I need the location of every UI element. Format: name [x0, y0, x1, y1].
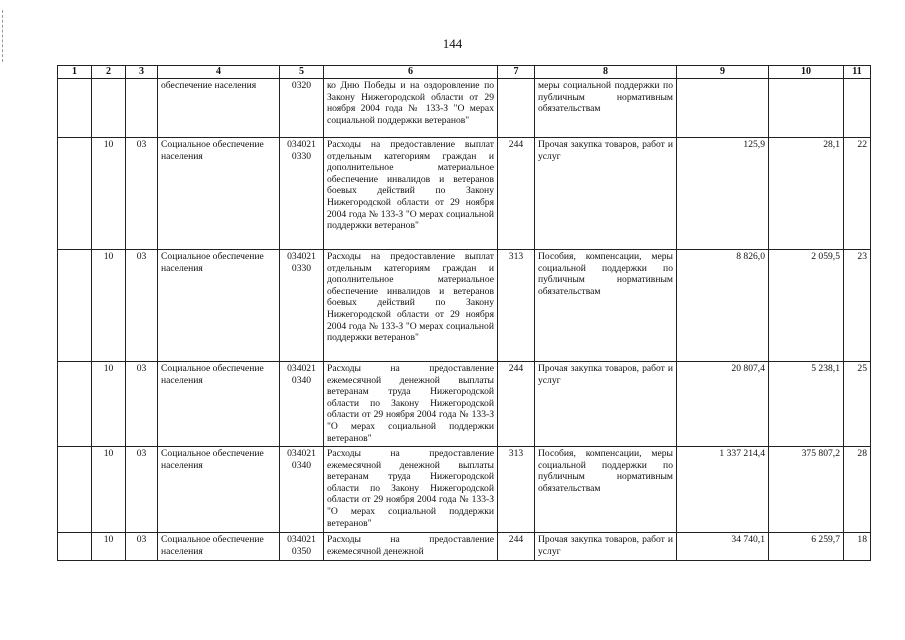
- cell-expense-type-name: Пособия, компенсации, меры социальной поддержки по публичным нормативным обязательствам: [535, 250, 677, 362]
- cell-section: 10: [92, 362, 126, 447]
- cell-expense-description: Расходы на предоставление выплат отдельным категориям граждан и дополнительное материальное обеспечение инвалидов и ветеранов боевых действий по Закону Нижегородской области от 29 ноября 2004 года № 133-З "О мерах социальной поддержки ветеранов": [324, 138, 498, 250]
- cell-amount-actual: 375 807,2: [769, 447, 844, 533]
- cell-expense-description: Расходы на предоставление выплат отдельным категориям граждан и дополнительное материальное обеспечение инвалидов и ветеранов боевых действий по Закону Нижегородской области от 29 ноября 2004 года № 133-З "О мерах социальной поддержки ветеранов": [324, 250, 498, 362]
- cell-section-name: Социальное обеспечение населения: [158, 250, 280, 362]
- cell-target-code: 034021 0330: [280, 138, 324, 250]
- cell-expense-type-code: [498, 79, 535, 138]
- cell-amount-actual: [769, 79, 844, 138]
- cell-target-code: 0320: [280, 79, 324, 138]
- column-header: 4: [158, 66, 280, 79]
- cell-amount-plan: [677, 79, 769, 138]
- cell-expense-type-name: меры социальной поддержки по публичным нормативным обязательствам: [535, 79, 677, 138]
- cell-subsection: 03: [126, 250, 158, 362]
- cell-section: 10: [92, 533, 126, 561]
- cell-col1: [58, 138, 92, 250]
- cell-section-name: Социальное обеспечение населения: [158, 533, 280, 561]
- column-header: 10: [769, 66, 844, 79]
- cell-expense-type-code: 313: [498, 447, 535, 533]
- cell-expense-description: Расходы на предоставление ежемесячной денежной выплаты ветеранам труда Нижегородской области по Закону Нижегородской области от 29 ноября 2004 года № 133-З "О мерах социальной поддержки ветеранов": [324, 362, 498, 447]
- cell-amount-actual: 6 259,7: [769, 533, 844, 561]
- cell-amount-plan: 8 826,0: [677, 250, 769, 362]
- cell-amount-plan: 20 807,4: [677, 362, 769, 447]
- column-header: 5: [280, 66, 324, 79]
- cell-percent: 23: [844, 250, 871, 362]
- cell-expense-type-code: 313: [498, 250, 535, 362]
- cell-section-name: Социальное обеспечение населения: [158, 447, 280, 533]
- cell-expense-description: Расходы на предоставление ежемесячной денежной: [324, 533, 498, 561]
- cell-subsection: [126, 79, 158, 138]
- cell-amount-plan: 1 337 214,4: [677, 447, 769, 533]
- cell-subsection: 03: [126, 447, 158, 533]
- cell-percent: [844, 79, 871, 138]
- table-header-row: [58, 66, 871, 79]
- column-header: 6: [324, 66, 498, 79]
- cell-percent: 25: [844, 362, 871, 447]
- cell-section: [92, 79, 126, 138]
- cell-percent: 22: [844, 138, 871, 250]
- cell-expense-description: ко Дню Победы и на оздоровление по Закону Нижегородской области от 29 ноября 2004 года № 133-З "О мерах социальной поддержки ветеранов": [324, 79, 498, 138]
- table-row: [58, 447, 871, 533]
- cell-target-code: 034021 0340: [280, 447, 324, 533]
- cell-col1: [58, 362, 92, 447]
- cell-percent: 28: [844, 447, 871, 533]
- cell-col1: [58, 533, 92, 561]
- cell-section-name: обеспечение населения: [158, 79, 280, 138]
- cell-amount-plan: 125,9: [677, 138, 769, 250]
- cell-section-name: Социальное обеспечение населения: [158, 362, 280, 447]
- cell-expense-description: Расходы на предоставление ежемесячной денежной выплаты ветеранам труда Нижегородской области по Закону Нижегородской области от 29 ноября 2004 года № 133-З "О мерах социальной поддержки ветеранов": [324, 447, 498, 533]
- cell-col1: [58, 447, 92, 533]
- page-number: 144: [442, 36, 463, 51]
- cell-amount-actual: 28,1: [769, 138, 844, 250]
- cell-expense-type-code: 244: [498, 533, 535, 561]
- cell-target-code: 034021 0330: [280, 250, 324, 362]
- table-row: [58, 79, 871, 138]
- table-row: [58, 362, 871, 447]
- cell-expense-type-code: 244: [498, 138, 535, 250]
- cell-subsection: 03: [126, 138, 158, 250]
- cell-target-code: 034021 0340: [280, 362, 324, 447]
- column-header: 11: [844, 66, 871, 79]
- cell-subsection: 03: [126, 533, 158, 561]
- cell-expense-type-code: 244: [498, 362, 535, 447]
- table-row: [58, 138, 871, 250]
- cell-section: 10: [92, 447, 126, 533]
- cell-expense-type-name: Прочая закупка товаров, работ и услуг: [535, 533, 677, 561]
- cell-section: 10: [92, 138, 126, 250]
- column-header: 8: [535, 66, 677, 79]
- column-header: 7: [498, 66, 535, 79]
- cell-section: 10: [92, 250, 126, 362]
- budget-table: [57, 65, 871, 561]
- table-row: [58, 533, 871, 561]
- cell-expense-type-name: Прочая закупка товаров, работ и услуг: [535, 362, 677, 447]
- column-header: 1: [58, 66, 92, 79]
- cell-target-code: 034021 0350: [280, 533, 324, 561]
- cell-amount-actual: 2 059,5: [769, 250, 844, 362]
- cell-col1: [58, 79, 92, 138]
- cell-col1: [58, 250, 92, 362]
- cell-section-name: Социальное обеспечение населения: [158, 138, 280, 250]
- cell-subsection: 03: [126, 362, 158, 447]
- table-row: [58, 250, 871, 362]
- cell-amount-plan: 34 740,1: [677, 533, 769, 561]
- cell-expense-type-name: Пособия, компенсации, меры социальной поддержки по публичным нормативным обязательствам: [535, 447, 677, 533]
- cell-amount-actual: 5 238,1: [769, 362, 844, 447]
- column-header: 2: [92, 66, 126, 79]
- cell-expense-type-name: Прочая закупка товаров, работ и услуг: [535, 138, 677, 250]
- cell-percent: 18: [844, 533, 871, 561]
- column-header: 3: [126, 66, 158, 79]
- column-header: 9: [677, 66, 769, 79]
